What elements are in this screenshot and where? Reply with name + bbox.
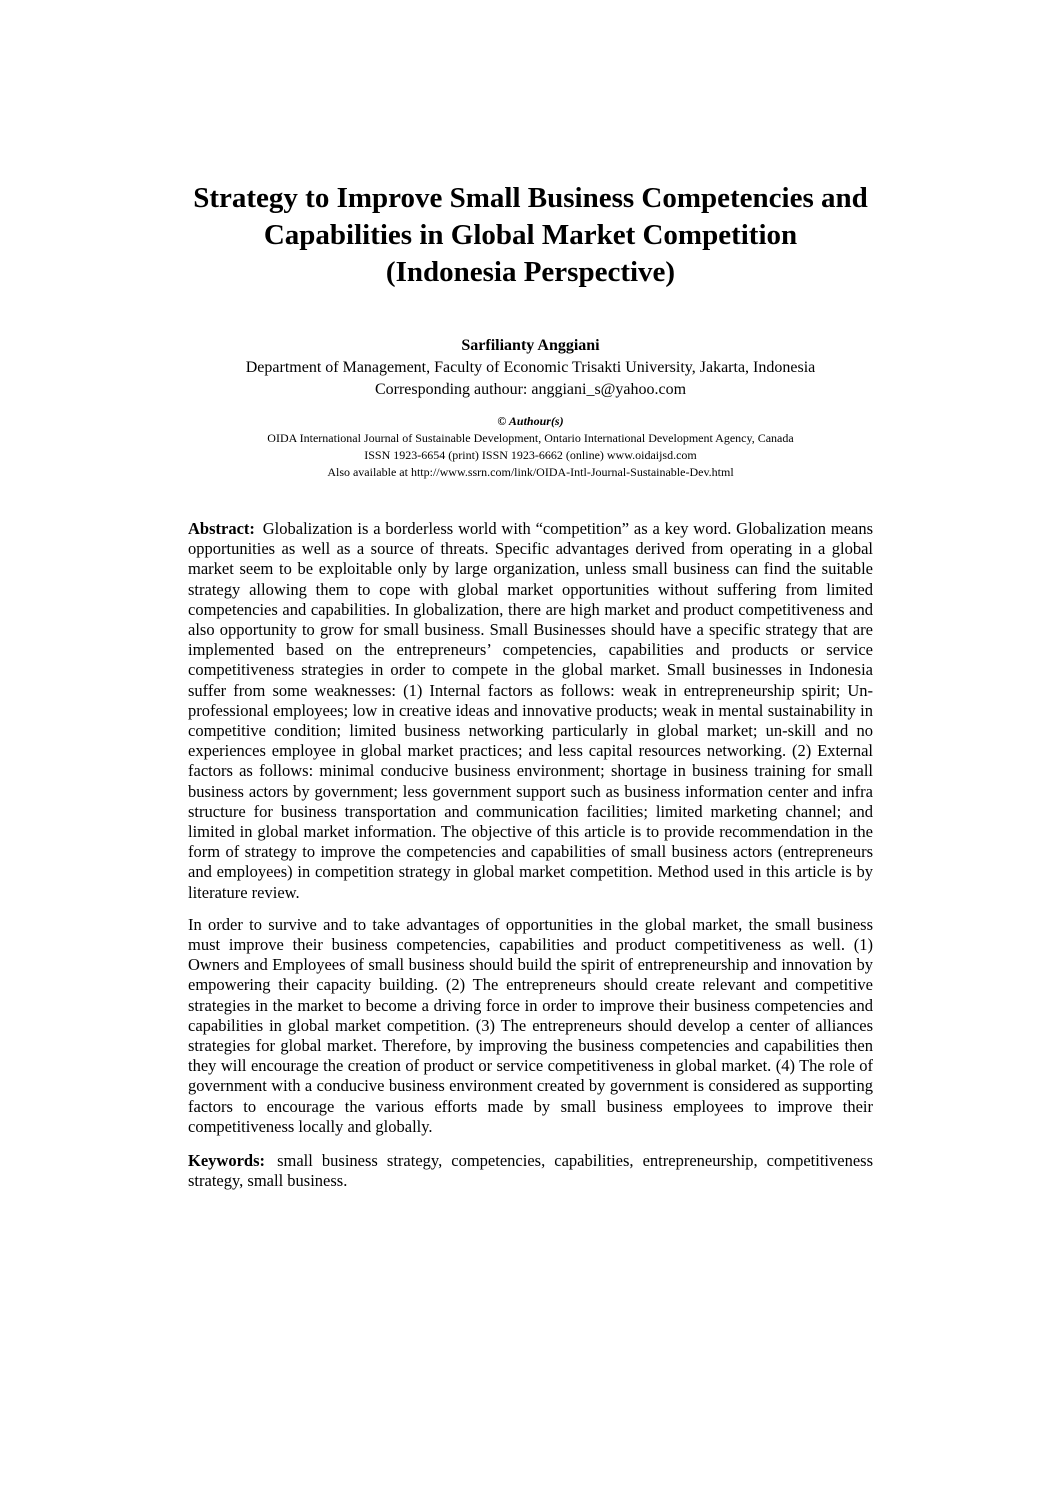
author-block — [188, 335, 873, 401]
availability-line: Also available at http://www.ssrn.com/link/OIDA-Intl-Journal-Sustainable-Dev.html — [327, 465, 734, 479]
copyright-line: © Authour(s) — [497, 414, 564, 428]
body-paragraph: In order to survive and to take advantages of opportunities in the global market, the small business must improve their business competencies, capabilities and product competitiveness as well. (1) Owners and Employees of small business should build the spirit of entrepreneurship and innovation by empowering their capacity building. (2) The entrepreneurs should create relevant and competitive strategies in the market to become a driving force in order to improve their business competencies and capabilities in global market competition. (3) The entrepreneurs should develop a center of alliances strategies for global market. Therefore, by improving the business competencies and capabilities then they will encourage the creation of product or service competitiveness in global market. (4) The role of government with a conducive business environment created by government is considered as supporting factors to encourage the various efforts made by small business employees to improve their competitiveness locally and globally. — [188, 914, 873, 1136]
keywords-text: small business strategy, competencies, capabilities, entrepreneurship, competitiveness strategy, small business. — [188, 1151, 873, 1191]
author-affiliation: Department of Management, Faculty of Economic Trisakti University, Jakarta, Indonesia — [245, 359, 816, 376]
corresponding-author-line: Corresponding authour: anggiani_s@yahoo.com — [374, 381, 687, 398]
paper-title-line-2: Capabilities in Global Market Competition — [263, 219, 798, 251]
issn-line: ISSN 1923-6654 (print) ISSN 1923-6662 (online) www.oidaijsd.com — [364, 448, 697, 462]
keywords-label: Keywords: — [188, 1151, 265, 1171]
keywords-paragraph — [188, 1151, 873, 1191]
paper-title-line-1: Strategy to Improve Small Business Competencies and — [193, 182, 868, 214]
journal-line: OIDA International Journal of Sustainable Development, Ontario International Development Agency, Canada — [267, 431, 794, 445]
abstract-text: Globalization is a borderless world with “competition” as a key word. Globalization means opportunities as well as a source of threats. Specific advantages derived from operating in a global market seem to be exploitable only by large organization, unless small business can find the suitable strategy allowing them to cope with global market opportunities without suffering from limited competencies and capabilities. In globalization, there are high market and product competitiveness and also opportunity to grow for small business. Small Businesses should have a specific strategy that are implemented based on the entrepreneurs’ competencies, capabilities and products or service competitiveness strategies in order to compete in the global market. Small businesses in Indonesia suffer from some weaknesses: (1) Internal factors as follows: weak in entrepreneurship spirit; Un-professional employees; low in creative ideas and innovative products; weak in mental sustainability in competitive condition; limited business networking particularly in global market; un-skill and no experiences employee in global market practices; and less capital resources networking. (2) External factors as follows: minimal conducive business environment; shortage in business training for small business actors by government; less government support such as business information center and infra structure for business transportation and communication facilities; limited marketing channel; and limited in global market information. The objective of this article is to provide recommendation in the form of strategy to improve the competencies and capabilities of small business actors (entrepreneurs and employees) in competition strategy in global market competition. Method used in this article is by literature review. — [188, 519, 873, 902]
publication-info-block — [188, 413, 873, 481]
abstract-label: Abstract: — [188, 519, 255, 538]
paper-title — [156, 180, 905, 291]
author-name: Sarfilianty Anggiani — [461, 337, 600, 354]
paper-title-line-3: (Indonesia Perspective) — [385, 256, 676, 288]
abstract-paragraph — [188, 519, 873, 903]
